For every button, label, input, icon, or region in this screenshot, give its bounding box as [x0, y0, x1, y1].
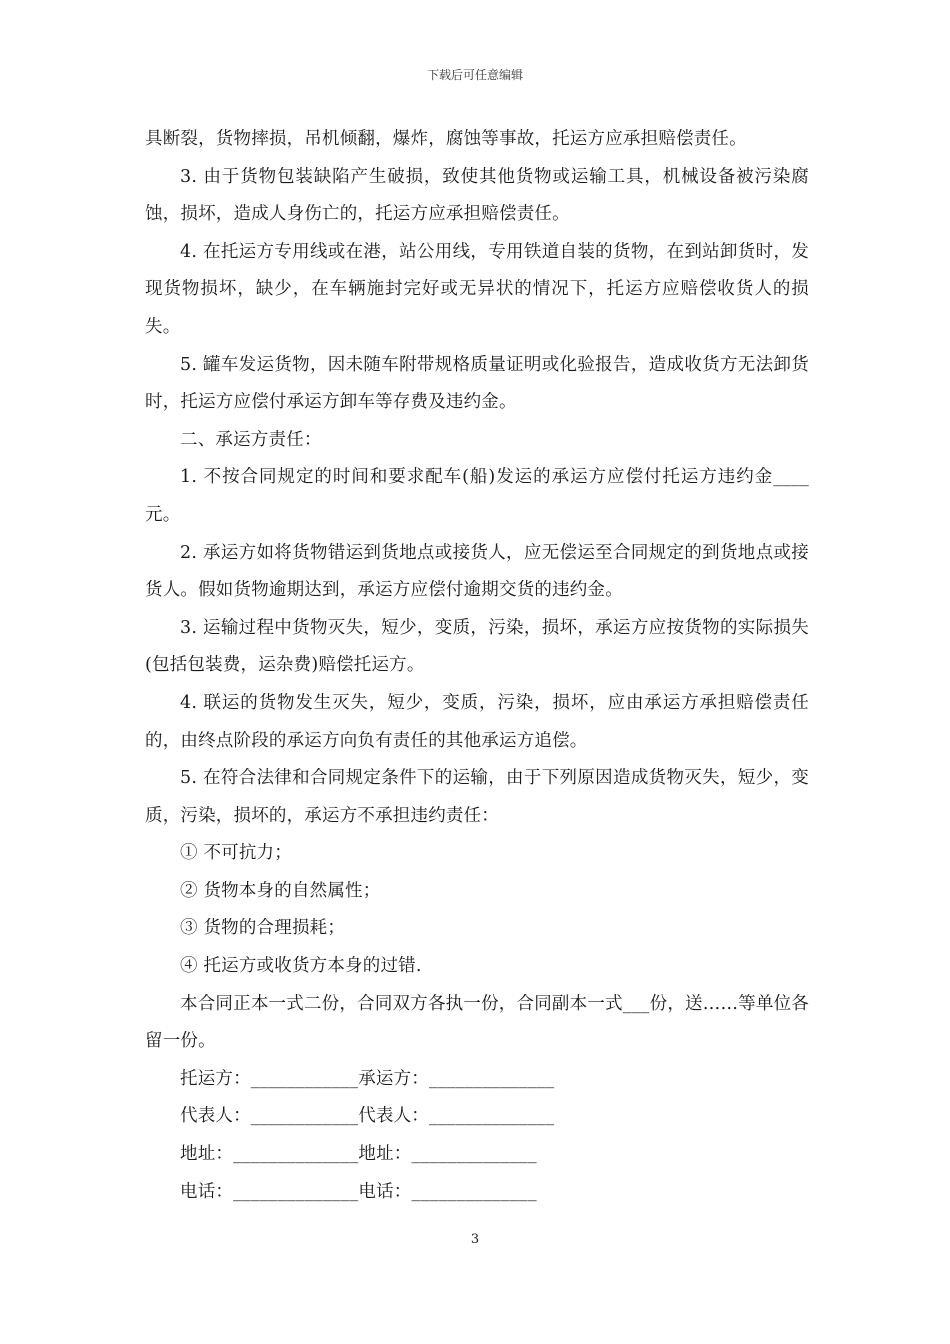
paragraph-carrier-liability-5: 5. 在符合法律和合同规定条件下的运输，由于下列原因造成货物灭失，短少，变质，污染，损坏的，承运方不承担违约责任：	[145, 768, 809, 826]
page-number: 3	[470, 1232, 480, 1247]
signature-row-phone	[145, 1174, 809, 1212]
shipper-signature-field: 托运方：____________	[180, 1068, 359, 1089]
exemption-item-2: ② 货物本身的自然属性；	[180, 880, 381, 901]
paragraph-shipper-liability-3: 3. 由于货物包装缺陷产生破损，致使其他货物或运输工具，机械设备被污染腐蚀，损坏，造成人身伤亡的，托运方应承担赔偿责任。	[145, 166, 809, 225]
document-body	[145, 121, 809, 1211]
paragraph-shipper-liability-4: 4. 在托运方专用线或在港，站公用线，专用铁道自装的货物，在到站卸货时，发现货物损坏，缺少，在车辆施封完好或无异状的情况下，托运方应赔偿收货人的损失。	[145, 241, 809, 337]
carrier-address-field: 地址：______________	[358, 1144, 537, 1165]
carrier-representative-field: 代表人：______________	[358, 1106, 555, 1127]
shipper-phone-field: 电话：______________	[180, 1181, 359, 1202]
section-heading-carrier-liability: 二、承运方责任：	[180, 429, 322, 450]
shipper-representative-field: 代表人：____________	[180, 1106, 359, 1127]
signature-row-representative	[145, 1098, 809, 1136]
paragraph-carrier-liability-1: 1. 不按合同规定的时间和要求配车(船)发运的承运方应偿付托运方违约金____元。	[145, 467, 809, 525]
carrier-phone-field: 电话：______________	[358, 1181, 537, 1202]
shipper-address-field: 地址：______________	[180, 1144, 359, 1165]
paragraph-copies-clause: 本合同正本一式二份，合同双方各执一份，合同副本一式___份，送……等单位各留一份。	[145, 993, 809, 1052]
paragraph-continuation: 具断裂，货物摔损，吊机倾翻，爆炸，腐蚀等事故，托运方应承担赔偿责任。	[145, 129, 747, 149]
page-header-note: 下载后可任意编辑	[426, 68, 523, 82]
signature-row-address	[145, 1136, 809, 1174]
signature-row-party	[145, 1061, 809, 1099]
exemption-item-3: ③ 货物的合理损耗；	[180, 918, 346, 939]
carrier-signature-field: 承运方：______________	[358, 1068, 555, 1089]
paragraph-carrier-liability-3: 3. 运输过程中货物灭失，短少，变质，污染，损坏，承运方应按货物的实际损失(包括包装费，运杂费)赔偿托运方。	[145, 617, 809, 676]
paragraph-carrier-liability-4: 4. 联运的货物发生灭失，短少，变质，污染，损坏，应由承运方承担赔偿责任的，由终点阶段的承运方向负有责任的其他承运方追偿。	[145, 692, 809, 751]
exemption-item-4: ④ 托运方或收货方本身的过错.	[180, 956, 422, 977]
paragraph-shipper-liability-5: 5. 罐车发运货物，因未随车附带规格质量证明或化验报告，造成收货方无法卸货时，托运方应偿付承运方卸车等存费及违约金。	[145, 354, 809, 413]
exemption-item-1: ① 不可抗力；	[180, 843, 292, 864]
paragraph-carrier-liability-2: 2. 承运方如将货物错运到货地点或接货人，应无偿运至合同规定的到货地点或接货人。假如货物逾期达到，承运方应偿付逾期交货的违约金。	[145, 542, 809, 601]
